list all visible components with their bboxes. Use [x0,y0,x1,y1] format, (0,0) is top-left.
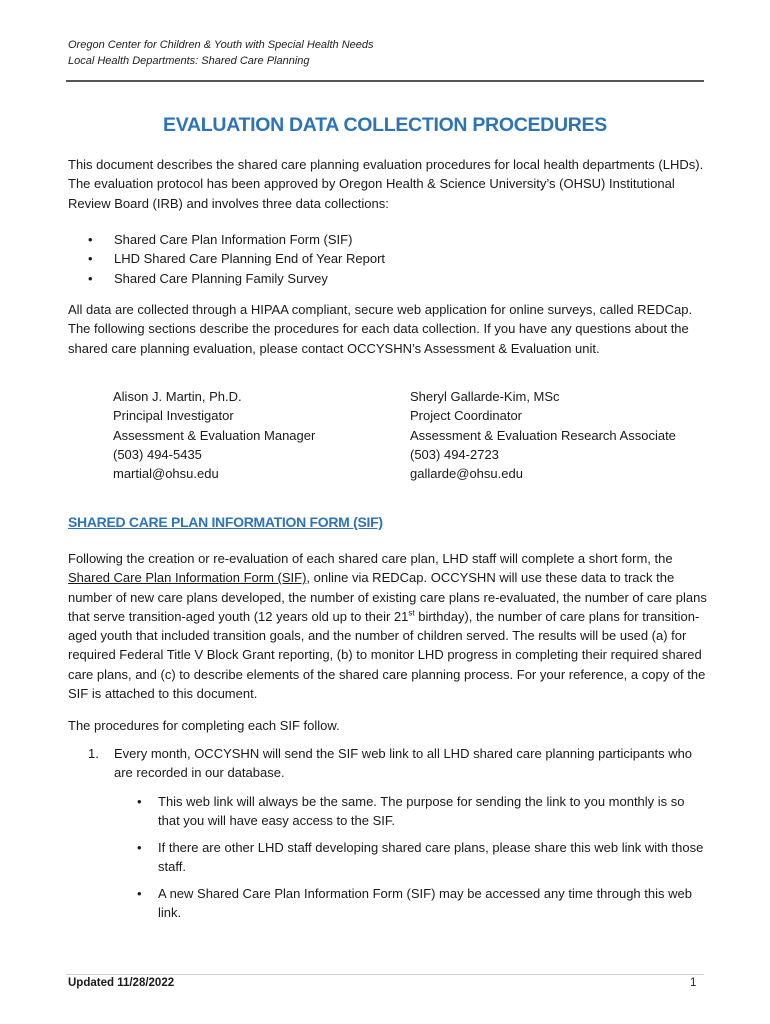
step-number: 1. [88,746,99,761]
contact-role: Principal Investigator [113,408,234,424]
sub-bullet-text: A new Shared Care Plan Information Form (SIF) may be accessed any time through this web link. [158,886,692,921]
list-item: • Shared Care Plan Information Form (SIF) [86,230,385,249]
numbered-step-1 [88,744,708,783]
data-collection-paragraph: All data are collected through a HIPAA compliant, secure web application for online surveys, called REDCap. The following sections describe the procedures for each data collection. If you have any questions about the shared care planning evaluation, please contact OCCYSHN’s Assessment & Evaluation unit. [68,302,693,356]
contact-title: Assessment & Evaluation Manager [113,427,316,443]
bullet-icon: • [137,840,142,855]
contact-block-gallarde-kim [410,387,676,483]
sub-bullet-item [137,884,707,923]
sub-bullet-item [137,838,707,877]
step-text: Every month, OCCYSHN will send the SIF web link to all LHD shared care planning participants who are recorded in our database. [114,746,693,781]
list-item: • Shared Care Planning Family Survey [86,269,385,288]
header-program: Local Health Departments: Shared Care Planning [68,54,310,67]
contact-email-link[interactable]: martial@ohsu.edu [113,466,219,482]
list-item: • LHD Shared Care Planning End of Year Report [86,249,385,268]
bullet-icon: • [137,886,142,901]
sif-text-end: birthday), the number of care plans for transition-aged youth that included transition goals, and the number of children served. The results will be used (a) for required Federal Title V Block Grant reporting, (b) to monitor LHD progress in completing their required shared care plans, and (c) to describe elements of the shared care planning process. For your reference, a copy of the SIF is attached to this document. [68,608,706,702]
sub-bullet-item [137,792,707,831]
header-divider [66,80,704,82]
ordinal-superscript: st [408,608,415,618]
sub-bullet-text: This web link will always be the same. The purpose for sending the link to you monthly is so that you will have easy access to the SIF. [158,794,685,829]
contact-block-martin [113,387,315,483]
sif-description-paragraph [68,549,708,703]
sif-text-middle: , online via REDCap. OCCYSHN will use these data to track the number of new care plans developed, the number of existing care plans re-evaluated, the number of care plans that serve transition-aged youth (12 years old up to their 21 [68,570,707,624]
contact-name: Sheryl Gallarde-Kim, MSc [410,389,560,404]
sif-text-lead: Following the creation or re-evaluation of each shared care plan, LHD staff will complete a short form, the [68,551,673,566]
bullet-icon: • [137,794,142,809]
procedures-intro: The procedures for completing each SIF follow. [68,718,340,733]
document-title: EVALUATION DATA COLLECTION PROCEDURES [163,114,607,136]
intro-paragraph: This document describes the shared care planning evaluation procedures for local health departments (LHDs). The evaluation protocol has been approved by Oregon Health & Science University’s (OHSU) Institutional Review Board (IRB) and involves three data collections: [68,157,704,211]
contact-title: Assessment & Evaluation Research Associate [410,427,676,443]
header-organization: Oregon Center for Children & Youth with Special Health Needs [68,39,374,51]
sif-form-link[interactable]: Shared Care Plan Information Form (SIF) [68,570,307,586]
section-heading-sif: SHARED CARE PLAN INFORMATION FORM (SIF) [68,514,383,530]
contact-email-link[interactable]: gallarde@ohsu.edu [410,466,523,482]
running-header [68,38,374,69]
contact-name: Alison J. Martin, Ph.D. [113,389,242,404]
footer-updated-date: Updated 11/28/2022 [68,977,175,989]
contact-phone: (503) 494-5435 [113,446,202,462]
contact-phone: (503) 494-2723 [410,446,499,462]
footer-divider [66,974,704,975]
page-number: 1 [690,977,697,989]
contact-role: Project Coordinator [410,408,522,424]
data-collections-list [86,230,385,288]
sub-bullet-text: If there are other LHD staff developing shared care plans, please share this web link with those staff. [158,840,704,875]
